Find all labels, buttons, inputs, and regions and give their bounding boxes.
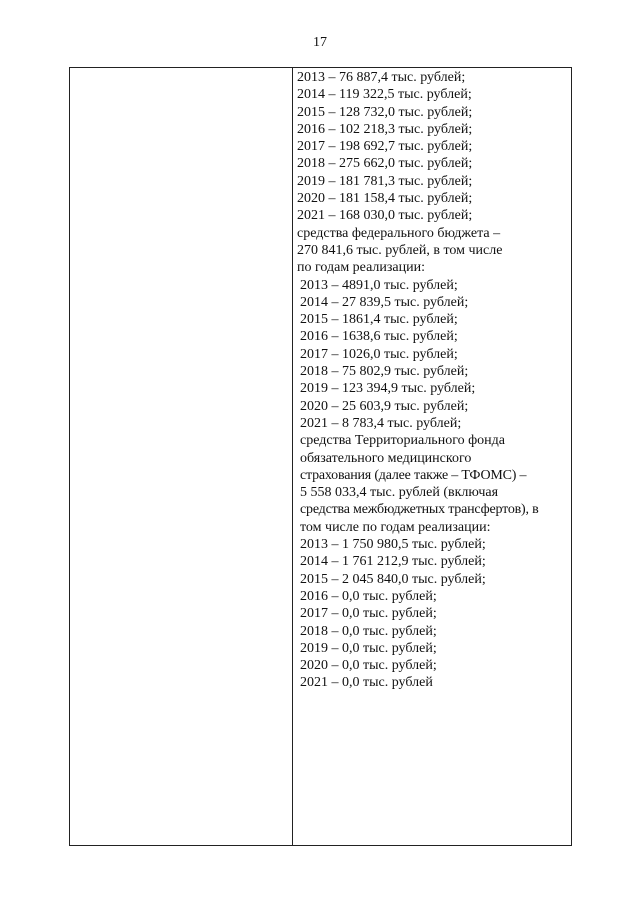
funding-line: по годам реализации: [297, 260, 425, 276]
funding-line: 2016 – 0,0 тыс. рублей; [300, 588, 437, 604]
table-right-cell [297, 69, 569, 692]
funding-line: обязательного медицинского [300, 450, 472, 466]
funding-line: 2020 – 0,0 тыс. рублей; [300, 658, 437, 674]
funding-line: 2017 – 198 692,7 тыс. рублей; [297, 139, 473, 155]
funding-line: 2018 – 75 802,9 тыс. рублей; [300, 364, 469, 380]
funding-line: 2021 – 8 783,4 тыс. рублей; [300, 415, 462, 431]
funding-line: 2021 – 168 030,0 тыс. рублей; [297, 208, 473, 224]
funding-line: 2015 – 128 732,0 тыс. рублей; [297, 104, 473, 120]
funding-line: 2019 – 0,0 тыс. рублей; [300, 640, 437, 656]
funding-line: 2019 – 181 781,3 тыс. рублей; [297, 173, 473, 189]
funding-line: том числе по годам реализации: [300, 519, 491, 535]
funding-line: 2021 – 0,0 тыс. рублей [300, 675, 433, 691]
funding-line: 2018 – 0,0 тыс. рублей; [300, 623, 437, 639]
funding-line: 2019 – 123 394,9 тыс. рублей; [300, 381, 476, 397]
funding-line: 2016 – 1638,6 тыс. рублей; [300, 329, 458, 345]
funding-line: средства Территориального фонда [300, 433, 505, 449]
funding-line: 2016 – 102 218,3 тыс. рублей; [297, 121, 473, 137]
column-divider [292, 68, 293, 845]
funding-line: 2013 – 4891,0 тыс. рублей; [300, 277, 458, 293]
funding-line: 5 558 033,4 тыс. рублей (включая [300, 485, 499, 501]
funding-line: 2013 – 1 750 980,5 тыс. рублей; [300, 537, 486, 553]
funding-line: 2014 – 119 322,5 тыс. рублей; [297, 87, 472, 103]
funding-line: страхования (далее также – ТФОМС) – [300, 467, 527, 483]
funding-line: 2015 – 2 045 840,0 тыс. рублей; [300, 571, 486, 587]
funding-line: 2020 – 25 603,9 тыс. рублей; [300, 398, 469, 414]
program-table [69, 67, 572, 846]
funding-line: 2014 – 27 839,5 тыс. рублей; [300, 294, 469, 310]
funding-line: 2017 – 1026,0 тыс. рублей; [300, 346, 458, 362]
funding-line: средства межбюджетных трансфертов), в [300, 502, 539, 518]
funding-line: 2014 – 1 761 212,9 тыс. рублей; [300, 554, 486, 570]
funding-line: 2020 – 181 158,4 тыс. рублей; [297, 191, 473, 207]
funding-line: 2017 – 0,0 тыс. рублей; [300, 606, 437, 622]
funding-line: 2018 – 275 662,0 тыс. рублей; [297, 156, 473, 172]
funding-line: 270 841,6 тыс. рублей, в том числе [297, 242, 503, 258]
funding-line: 2015 – 1861,4 тыс. рублей; [300, 312, 458, 328]
funding-line: 2013 – 76 887,4 тыс. рублей; [297, 70, 466, 85]
page-number: 17 [313, 35, 327, 50]
funding-line: средства федерального бюджета – [297, 225, 501, 241]
